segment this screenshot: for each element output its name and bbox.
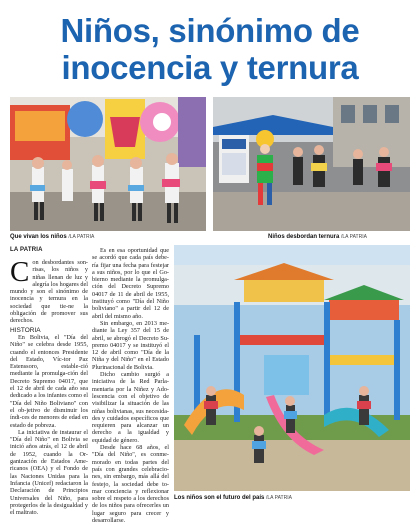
article-col2-paragraph-3: Dicho cambio surgió a iniciativa de la Red Parla-mentaria por la Niñez y Ado-lescencia con el objetivo de visibilizar la situación de las niñas bolivianas, sus necesida-des y cuidados específicos que requieren para alcanzar un derecho a la igualdad y equidad de género. <box>92 371 169 444</box>
photo-caption-1 <box>10 233 94 241</box>
photo-caption-3-text: Los niños son el futuro del país <box>174 495 265 501</box>
article-col2-paragraph-2: Sin embargo, en 2013 me-diante la Ley 357 del 15 de abril, se abrogó el Decreto Su-premo 04017 y se instituyó el 12 de abril como "Día de la Niña y del Niño" en el Estado Plurinacional de Bolivia. <box>92 319 169 371</box>
photo-credit-1: /LA PATRIA <box>68 234 95 240</box>
photo-credit-2: /LA PATRIA <box>341 234 367 240</box>
section-tag: LA PATRIA <box>10 247 43 253</box>
photo-clown-parade-image <box>213 97 410 231</box>
photo-clown-parade <box>213 97 410 231</box>
headline-line-1: Niños, sinónimo de <box>60 12 360 49</box>
photo-caption-2 <box>268 233 367 241</box>
article-lead-paragraph <box>10 256 88 325</box>
photo-credit-3: /LA PATRIA <box>266 495 292 501</box>
photo-caption-1-text: Que vivan los niños <box>10 234 67 240</box>
photo-playground-image <box>174 245 410 491</box>
article-subhead-history: HISTORIA <box>10 326 41 334</box>
headline <box>0 12 420 86</box>
article-column-1 <box>10 256 88 517</box>
article-lead-text: on desbordantes son-risas, los niños y niñas llenan de luz y alegría los hogares del mundo y son el sinónimo de inocencia y ternura en la sociedad que tie-ne la obligación de promover sus derechos. <box>10 259 88 325</box>
dropcap: C <box>10 256 30 288</box>
article-paragraph-2: En Bolivia, el "Día del Niño" se celebra desde 1955, cuando el entonces Presidente del Estado, Víc-tor Paz Estenssoro, estable-ció mediante la promulga-ción del Decreto Supremo 04017, que el 12 de abril de cada año sea dedicado a los infantes como el "Día del Niño Boliviano" con el ob-jetivo de disminuir los índi-ces de menores de edad en estado de pobreza. <box>10 333 88 429</box>
article-col2-paragraph-4: Desde hace 68 años, el "Día del Niño", es conme-morado en todas partes del país con grandes celebracio-nes, sin embargo, más allá del festejo, la sociedad debe to-mar conciencia y reflexionar sobre el respeto a los derechos de los niños para ofrecerles un lugar seguro para crecer y desarrollarse. <box>92 444 169 524</box>
article-column-2 <box>92 247 169 524</box>
article-paragraph-3: La iniciativa de instaurar el "Día del Niño" en Bolivia se inició años atrás, el 12 de abril de 1952, cuando la Or-ganización de Estados Ame-ricanos (OEA) y el Fondo de las Naciones Unidas para la Infancia (Unicef) redactaron la Declaración de Principios Universales del Niño, para protegerlos de la desigualdad y el maltrato. <box>10 428 88 517</box>
photo-children-inflatables <box>10 97 206 231</box>
photo-caption-2-text: Niños desbordan ternura <box>268 234 340 240</box>
photo-children-inflatables-image <box>10 97 206 231</box>
photo-caption-3 <box>174 494 292 502</box>
photo-playground <box>174 245 410 491</box>
headline-line-2: inocencia y ternura <box>61 49 359 86</box>
article-col2-paragraph-1: Es en esa oportunidad que se acordó que cada país debe-ría fijar una fecha para festejar a sus niños, por lo que el Go-bierno mediante la promulga-ción del Decreto Supremo 04017 de 11 de abril de 1955, instituyó como "Día del Niño boliviano" a partir del 12 de abril del mismo año. <box>92 247 169 320</box>
